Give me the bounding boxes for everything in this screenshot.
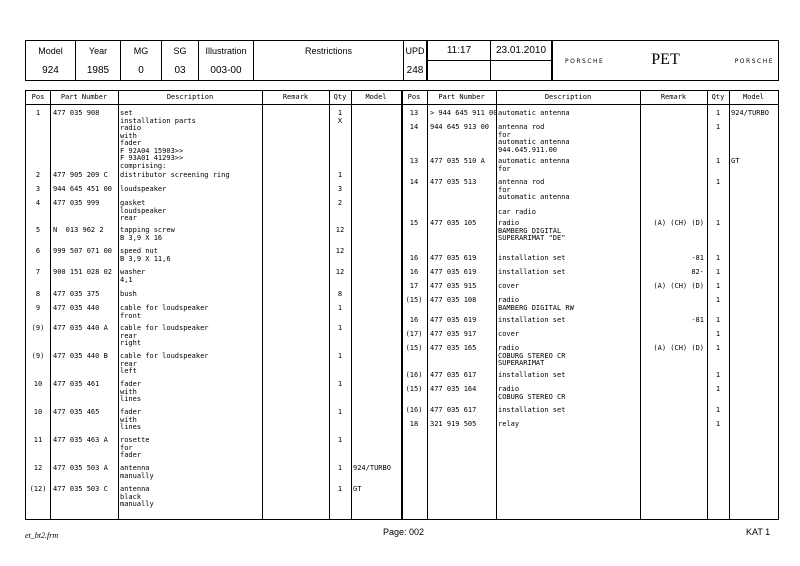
porsche-logo-right: PORSCHE bbox=[734, 58, 774, 65]
right-header-description: Description bbox=[544, 93, 592, 101]
right-header-remark: Remark bbox=[660, 93, 687, 101]
part-position: 12 bbox=[33, 464, 43, 472]
part-qty: 1 bbox=[715, 254, 721, 262]
part-qty: 3 bbox=[337, 185, 343, 193]
part-description: cable for loudspeaker front bbox=[120, 304, 209, 320]
part-position: (9) bbox=[31, 352, 45, 360]
right-header-qty: Qty bbox=[711, 93, 725, 101]
part-position: 15 bbox=[409, 219, 419, 227]
part-description: speed nut B 3,9 X 11,6 bbox=[120, 247, 171, 263]
part-position: 16 bbox=[409, 268, 419, 276]
part-number: 477 035 915 bbox=[430, 282, 477, 290]
parts-table bbox=[25, 90, 779, 520]
illustration-value: 003-00 bbox=[210, 65, 242, 76]
column-divider bbox=[640, 91, 641, 519]
part-qty: 1 bbox=[337, 408, 343, 416]
part-number: 477 035 999 bbox=[53, 199, 100, 207]
part-description: automatic antenna bbox=[498, 109, 570, 117]
part-position: 5 bbox=[35, 226, 41, 234]
part-qty: 1 bbox=[715, 420, 721, 428]
column-divider bbox=[729, 91, 730, 519]
left-header-qty: Qty bbox=[333, 93, 347, 101]
part-number: 321 919 505 bbox=[430, 420, 477, 428]
illustration-label: Illustration bbox=[205, 46, 247, 56]
date-divider bbox=[491, 60, 551, 61]
part-description: cover bbox=[498, 282, 520, 290]
part-position: 13 bbox=[409, 109, 419, 117]
part-description: radio BAMBERG DIGITAL RW bbox=[498, 296, 574, 312]
sg-cell bbox=[162, 41, 199, 80]
part-number: 477 035 917 bbox=[430, 330, 477, 338]
year-cell bbox=[76, 41, 121, 80]
right-header-pos: Pos bbox=[407, 93, 421, 101]
part-number: 477 035 440 bbox=[53, 304, 100, 312]
part-qty: 1 bbox=[715, 157, 721, 165]
part-remark: -81 bbox=[691, 316, 704, 324]
part-description: rosette for fader bbox=[120, 436, 150, 459]
part-position: 4 bbox=[35, 199, 41, 207]
part-qty: 1 bbox=[715, 371, 721, 379]
upd-label: UPD bbox=[405, 46, 425, 56]
part-model: 924/TURBO bbox=[353, 464, 391, 472]
part-number: 477 035 619 bbox=[430, 268, 477, 276]
column-divider bbox=[50, 91, 51, 519]
pet-title: PET bbox=[651, 51, 680, 68]
part-description: antenna rod for automatic antenna car radio bbox=[498, 178, 570, 216]
part-description: installation set bbox=[498, 406, 566, 414]
part-qty: 1 bbox=[715, 178, 721, 186]
part-description: cable for loudspeaker rear left bbox=[120, 352, 209, 375]
part-qty: 1 bbox=[715, 123, 721, 131]
part-qty: 12 bbox=[335, 226, 345, 234]
mg-value: 0 bbox=[138, 65, 144, 76]
part-qty: 1 bbox=[337, 380, 343, 388]
column-divider bbox=[262, 91, 263, 519]
part-description: cable for loudspeaker rear right bbox=[120, 324, 209, 347]
part-description: gasket loudspeaker rear bbox=[120, 199, 167, 222]
part-remark: (A) (CH) (D) bbox=[653, 219, 704, 227]
part-qty: 1 bbox=[715, 330, 721, 338]
right-header-part-number: Part Number bbox=[438, 93, 485, 101]
part-number: 944 645 913 00 bbox=[430, 123, 490, 131]
part-number: 477 035 165 bbox=[430, 344, 477, 352]
column-divider bbox=[118, 91, 119, 519]
footer-kat: KAT 1 bbox=[746, 527, 771, 537]
part-number: 477 035 619 bbox=[430, 254, 477, 262]
part-number: 900 151 028 02 bbox=[53, 268, 113, 276]
part-qty: 1 bbox=[715, 316, 721, 324]
time-value: 11:17 bbox=[446, 45, 472, 56]
part-number: 477 035 503 C bbox=[53, 485, 108, 493]
part-position: 14 bbox=[409, 178, 419, 186]
part-description: installation set bbox=[498, 371, 566, 379]
left-header-pos: Pos bbox=[31, 93, 45, 101]
part-description: radio BAMBERG DIGITAL SUPERARIMAT "DE" bbox=[498, 219, 566, 242]
part-position: 8 bbox=[35, 290, 41, 298]
model-label: Model bbox=[38, 46, 63, 56]
part-position: 14 bbox=[409, 123, 419, 131]
part-number: 477 035 463 A bbox=[53, 436, 108, 444]
date-cell bbox=[491, 41, 553, 80]
model-cell bbox=[26, 41, 76, 80]
part-qty: 1 bbox=[715, 109, 721, 117]
part-position: (16) bbox=[405, 371, 423, 379]
upd-value: 248 bbox=[406, 65, 424, 76]
part-position: 1 bbox=[35, 109, 41, 117]
part-qty: 1 bbox=[337, 485, 343, 493]
part-remark: -81 bbox=[691, 254, 704, 262]
part-position: 2 bbox=[35, 171, 41, 179]
part-number: 477 035 465 bbox=[53, 408, 100, 416]
part-description: antenna manually bbox=[120, 464, 154, 480]
part-qty: 12 bbox=[335, 247, 345, 255]
part-number: 477 035 440 A bbox=[53, 324, 108, 332]
part-remark: (A) (CH) (D) bbox=[653, 344, 704, 352]
mg-cell bbox=[121, 41, 162, 80]
part-number: 477 035 510 A bbox=[430, 157, 485, 165]
year-label: Year bbox=[88, 46, 108, 56]
part-position: 9 bbox=[35, 304, 41, 312]
part-position: (15) bbox=[405, 296, 423, 304]
left-header-part-number: Part Number bbox=[60, 93, 108, 101]
time-divider bbox=[428, 60, 490, 61]
part-number: 477 035 617 bbox=[430, 406, 477, 414]
part-position: 10 bbox=[33, 380, 43, 388]
left-header-model: Model bbox=[365, 93, 387, 101]
part-number: 477 035 461 bbox=[53, 380, 100, 388]
column-divider bbox=[707, 91, 708, 519]
part-qty: 1 bbox=[715, 268, 721, 276]
table-header-divider bbox=[26, 104, 778, 105]
footer-page-number: Page: 002 bbox=[383, 527, 425, 537]
part-remark: 82- bbox=[691, 268, 704, 276]
year-value: 1985 bbox=[86, 65, 110, 76]
part-position: 6 bbox=[35, 247, 41, 255]
part-qty: 1 bbox=[715, 282, 721, 290]
part-qty: 1 bbox=[337, 324, 343, 332]
part-position: 7 bbox=[35, 268, 41, 276]
part-number: 477 035 617 bbox=[430, 371, 477, 379]
part-description: antenna black manually bbox=[120, 485, 154, 508]
part-position: 3 bbox=[35, 185, 41, 193]
part-position: 16 bbox=[409, 316, 419, 324]
part-description: automatic antenna for bbox=[498, 157, 570, 173]
part-qty: 1 bbox=[715, 385, 721, 393]
part-description: bush bbox=[120, 290, 137, 298]
restrictions-cell bbox=[254, 41, 404, 80]
part-description: relay bbox=[498, 420, 520, 428]
part-position: (15) bbox=[405, 344, 423, 352]
part-description: tapping screw B 3,9 X 16 bbox=[120, 226, 175, 242]
part-qty: 1 bbox=[337, 304, 343, 312]
part-qty: 1 bbox=[337, 464, 343, 472]
part-description: washer 4,1 bbox=[120, 268, 146, 284]
part-description: installation set bbox=[498, 268, 566, 276]
part-qty: 12 bbox=[335, 268, 345, 276]
part-position: 18 bbox=[409, 420, 419, 428]
part-number: > 944 645 911 00 bbox=[430, 109, 498, 117]
part-description: radio COBURG STEREO CR SUPERARIMAT bbox=[498, 344, 566, 367]
brand-cell bbox=[553, 41, 778, 80]
part-number: 999 507 071 00 bbox=[53, 247, 113, 255]
part-position: (17) bbox=[405, 330, 423, 338]
part-number: 477 905 209 C bbox=[53, 171, 108, 179]
footer-filename: et_bt2.frm bbox=[25, 531, 59, 540]
part-position: 10 bbox=[33, 408, 43, 416]
illustration-cell bbox=[199, 41, 254, 80]
column-divider bbox=[351, 91, 352, 519]
part-qty: 1 X bbox=[337, 109, 343, 125]
part-qty: 1 bbox=[337, 171, 343, 179]
part-number: 477 035 105 bbox=[430, 219, 477, 227]
part-description: antenna rod for automatic antenna 944.645.911.00 bbox=[498, 123, 570, 154]
part-number: N 013 962 2 bbox=[53, 226, 104, 234]
part-description: set installation parts radio with fader F 92A04 15903>> F 93A01 41293>> comprising: bbox=[120, 109, 196, 170]
part-position: (12) bbox=[29, 485, 47, 493]
model-value: 924 bbox=[42, 65, 59, 76]
part-qty: 1 bbox=[715, 406, 721, 414]
part-position: (16) bbox=[405, 406, 423, 414]
part-description: fader with lines bbox=[120, 380, 142, 403]
part-qty: 2 bbox=[337, 199, 343, 207]
part-description: cover bbox=[498, 330, 520, 338]
sg-label: SG bbox=[173, 46, 187, 56]
right-header-model: Model bbox=[742, 93, 765, 101]
left-header-remark: Remark bbox=[282, 93, 309, 101]
mg-label: MG bbox=[133, 46, 149, 56]
part-qty: 1 bbox=[337, 352, 343, 360]
part-position: 13 bbox=[409, 157, 419, 165]
part-number: 477 035 908 bbox=[53, 109, 100, 117]
part-number: 477 035 503 A bbox=[53, 464, 108, 472]
part-description: distributor screening ring bbox=[120, 171, 230, 179]
part-position: 17 bbox=[409, 282, 419, 290]
restrictions-label: Restrictions bbox=[304, 46, 352, 56]
date-value: 23.01.2010 bbox=[495, 45, 547, 56]
part-qty: 1 bbox=[715, 219, 721, 227]
part-qty: 1 bbox=[337, 436, 343, 444]
time-cell bbox=[428, 41, 491, 80]
half-divider bbox=[401, 91, 403, 519]
part-description: loudspeaker bbox=[120, 185, 167, 193]
porsche-logo-left: PORSCHE bbox=[565, 58, 605, 65]
part-position: (9) bbox=[31, 324, 45, 332]
part-number: 477 035 513 bbox=[430, 178, 477, 186]
part-position: 16 bbox=[409, 254, 419, 262]
part-number: 477 035 619 bbox=[430, 316, 477, 324]
part-position: (15) bbox=[405, 385, 423, 393]
header-box bbox=[25, 40, 779, 81]
part-description: fader with lines bbox=[120, 408, 142, 431]
part-model: GT bbox=[731, 157, 740, 165]
part-qty: 8 bbox=[337, 290, 343, 298]
part-description: radio COBURG STEREO CR bbox=[498, 385, 566, 401]
part-model: GT bbox=[353, 485, 362, 493]
part-number: 477 035 440 B bbox=[53, 352, 108, 360]
part-description: installation set bbox=[498, 254, 566, 262]
sg-value: 03 bbox=[174, 65, 186, 76]
part-remark: (A) (CH) (D) bbox=[653, 282, 704, 290]
part-number: 477 035 375 bbox=[53, 290, 100, 298]
part-position: 11 bbox=[33, 436, 43, 444]
part-number: 944 645 451 00 bbox=[53, 185, 113, 193]
part-number: 477 035 164 bbox=[430, 385, 477, 393]
part-qty: 1 bbox=[715, 296, 721, 304]
column-divider bbox=[496, 91, 497, 519]
part-qty: 1 bbox=[715, 344, 721, 352]
part-model: 924/TURBO bbox=[731, 109, 769, 117]
column-divider bbox=[427, 91, 428, 519]
part-number: 477 035 108 bbox=[430, 296, 477, 304]
left-header-description: Description bbox=[166, 93, 214, 101]
part-description: installation set bbox=[498, 316, 566, 324]
upd-cell bbox=[404, 41, 428, 80]
